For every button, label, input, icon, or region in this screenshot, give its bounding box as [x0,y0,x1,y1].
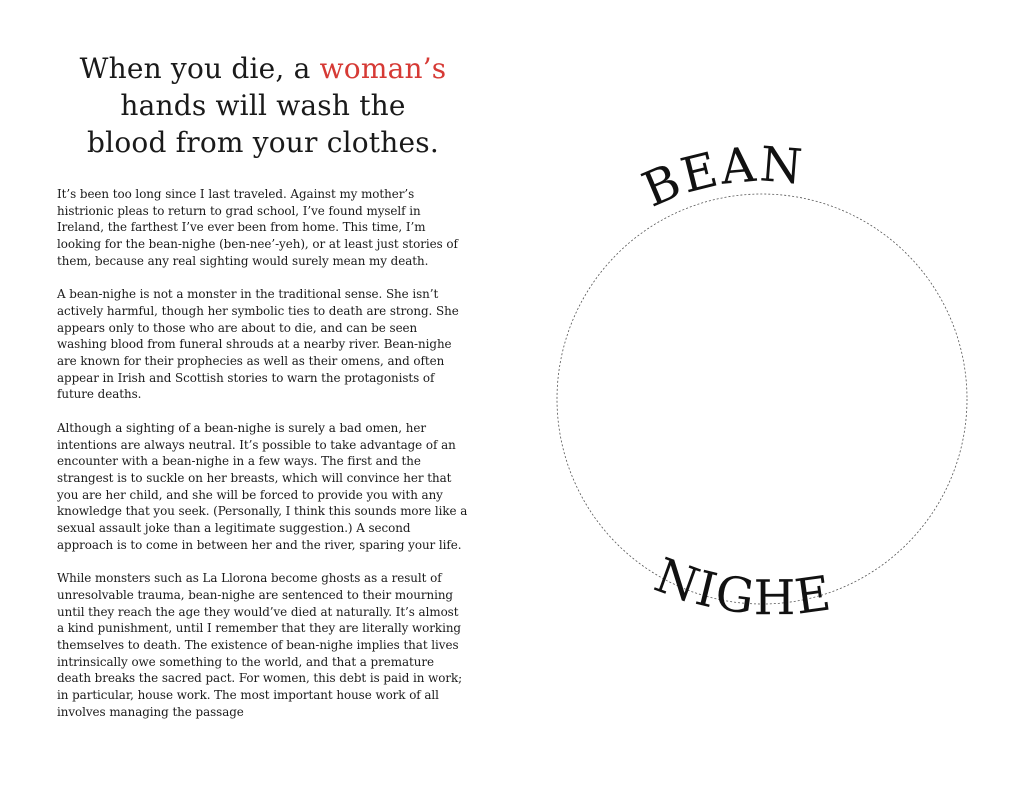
paragraph-1: It’s been too long since I last traveled. Against my mother’s histrionic pleas to return to grad school, I’ve found myself in Ireland, the farthest I’ve ever been from home. This time, I’m looking for the bean-nighe (ben-nee’-yeh), or at least just stories of them, because any real sighting would surely mean my death. [57,187,458,268]
title-word-top [635,136,807,218]
article-body [57,186,469,720]
right-page [520,136,1000,640]
left-page [57,50,469,737]
headline [57,50,469,161]
paragraph-4: While monsters such as La Llorona become ghosts as a result of unresolvable trauma, bean-nighe are sentenced to their mourning until they reach the age they would’ve died at naturally. It’s almost a kind punishment, until I remember that they are literally working themselves to death. The existence of bean-nighe implies that lives intrinsically owe something to the world, and that a premature death breaks the sacred pact. For women, this debt is paid in work; in particular, house work. The most important house work of all involves managing the passage [57,571,463,719]
headline-accent-word: woman’s [319,52,447,85]
title-illustration [520,136,1000,640]
title-bottom-text: NIGHE [647,547,836,627]
paragraph-3: Although a sighting of a bean-nighe is surely a bad omen, her intentions are always neutral. It’s possible to take advantage of an encounter with a bean-nighe in a few ways. The first and the strangest is to suckle on her breasts, which will convince her that you are her child, and she will be forced to provide you with any knowledge that you seek. (Personally, I think this sounds more like a sexual assault joke than a legitimate suggestion.) A second approach is to come in between her and the river, sparing your life. [57,420,468,552]
title-top-text: BEAN [634,136,807,219]
paragraph-2: A bean-nighe is not a monster in the traditional sense. She isn’t actively harmful, though her symbolic ties to death are strong. She appears only to those who are about to die, and can be seen washing blood from funeral shrouds at a nearby river. Bean-nighe are known for their prophecies as well as their omens, and often appear in Irish and Scottish stories to warn the protagonists of future deaths. [57,287,459,402]
mirror-circle [557,194,967,604]
headline-line-3: blood from your clothes. [87,126,439,159]
headline-line-2: hands will wash the [120,89,406,122]
title-word-bottom [648,547,836,626]
headline-prefix: When you die, a [79,52,320,85]
